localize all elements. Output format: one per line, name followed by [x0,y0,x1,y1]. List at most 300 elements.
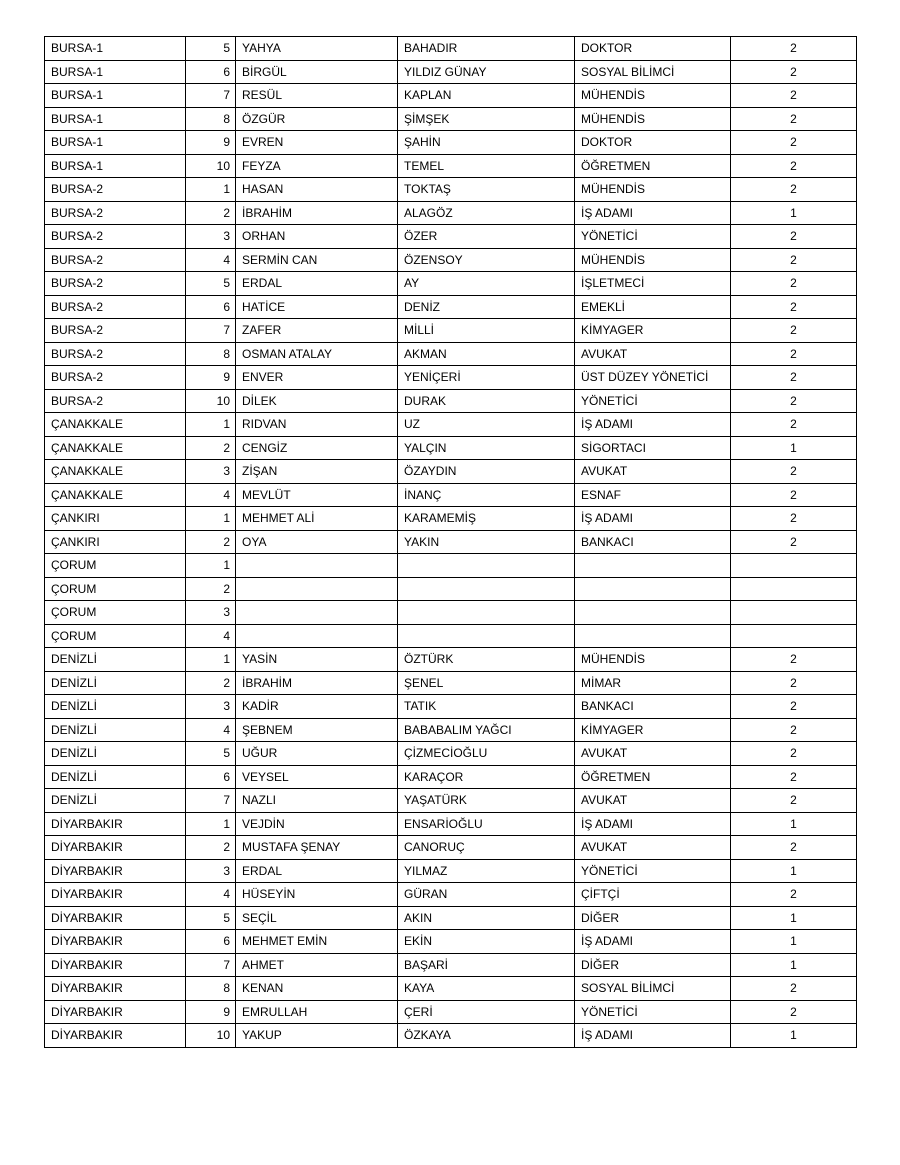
province-cell: DİYARBAKIR [45,953,186,977]
province-cell: ÇANAKKALE [45,483,186,507]
rank-cell: 5 [186,742,236,766]
surname-cell: YALÇIN [398,436,575,460]
rank-cell: 4 [186,718,236,742]
rank-cell: 10 [186,1024,236,1048]
table-row [45,483,857,507]
rank-cell: 8 [186,107,236,131]
province-cell: ÇORUM [45,624,186,648]
count-cell: 2 [731,883,857,907]
count-cell: 2 [731,366,857,390]
profession-cell: İŞ ADAMI [575,1024,731,1048]
table-row [45,201,857,225]
province-cell: BURSA-1 [45,131,186,155]
count-cell: 2 [731,225,857,249]
table-row [45,342,857,366]
first-name-cell: ZAFER [236,319,398,343]
first-name-cell: OSMAN ATALAY [236,342,398,366]
surname-cell: AKMAN [398,342,575,366]
count-cell: 1 [731,859,857,883]
surname-cell: ÖZKAYA [398,1024,575,1048]
rank-cell: 6 [186,60,236,84]
rank-cell: 1 [186,648,236,672]
surname-cell: YAŞATÜRK [398,789,575,813]
table-row [45,601,857,625]
rank-cell: 6 [186,765,236,789]
province-cell: DİYARBAKIR [45,977,186,1001]
profession-cell: İŞ ADAMI [575,413,731,437]
count-cell: 2 [731,60,857,84]
rank-cell: 7 [186,319,236,343]
province-cell: DİYARBAKIR [45,883,186,907]
province-cell: DİYARBAKIR [45,812,186,836]
rank-cell: 3 [186,695,236,719]
candidate-list-sheet [44,36,856,1048]
surname-cell: KARAÇOR [398,765,575,789]
surname-cell: ENSARİOĞLU [398,812,575,836]
profession-cell: DİĞER [575,906,731,930]
profession-cell: YÖNETİCİ [575,225,731,249]
first-name-cell: VEJDİN [236,812,398,836]
rank-cell: 6 [186,930,236,954]
profession-cell: KİMYAGER [575,319,731,343]
province-cell: ÇORUM [45,601,186,625]
surname-cell: ÇERİ [398,1000,575,1024]
table-row [45,507,857,531]
surname-cell: ÖZER [398,225,575,249]
first-name-cell: MEHMET EMİN [236,930,398,954]
rank-cell: 1 [186,554,236,578]
province-cell: ÇANKIRI [45,507,186,531]
profession-cell: MİMAR [575,671,731,695]
profession-cell [575,577,731,601]
rank-cell: 2 [186,201,236,225]
profession-cell: MÜHENDİS [575,178,731,202]
table-row [45,812,857,836]
profession-cell: MÜHENDİS [575,648,731,672]
rank-cell: 8 [186,977,236,1001]
rank-cell: 2 [186,671,236,695]
profession-cell [575,624,731,648]
count-cell: 2 [731,84,857,108]
first-name-cell: AHMET [236,953,398,977]
table-row [45,295,857,319]
table-row [45,131,857,155]
profession-cell: ÇİFTÇİ [575,883,731,907]
first-name-cell: FEYZA [236,154,398,178]
first-name-cell: EVREN [236,131,398,155]
table-row [45,624,857,648]
count-cell: 2 [731,131,857,155]
first-name-cell: SERMİN CAN [236,248,398,272]
profession-cell: ESNAF [575,483,731,507]
province-cell: DENİZLİ [45,789,186,813]
first-name-cell: ERDAL [236,272,398,296]
profession-cell: AVUKAT [575,342,731,366]
province-cell: DİYARBAKIR [45,836,186,860]
table-row [45,859,857,883]
first-name-cell: İBRAHİM [236,671,398,695]
table-row [45,107,857,131]
first-name-cell: BİRGÜL [236,60,398,84]
count-cell: 1 [731,906,857,930]
profession-cell: YÖNETİCİ [575,1000,731,1024]
candidate-table [44,36,857,1048]
table-row [45,1024,857,1048]
count-cell: 2 [731,977,857,1001]
table-row [45,460,857,484]
first-name-cell: ŞEBNEM [236,718,398,742]
count-cell: 1 [731,201,857,225]
table-row [45,648,857,672]
rank-cell: 3 [186,460,236,484]
count-cell: 2 [731,1000,857,1024]
table-row [45,883,857,907]
rank-cell: 7 [186,789,236,813]
surname-cell [398,577,575,601]
first-name-cell [236,601,398,625]
province-cell: ÇANKIRI [45,530,186,554]
first-name-cell: RIDVAN [236,413,398,437]
table-row [45,178,857,202]
rank-cell: 9 [186,131,236,155]
count-cell: 2 [731,342,857,366]
surname-cell: GÜRAN [398,883,575,907]
surname-cell: ŞİMŞEK [398,107,575,131]
rank-cell: 3 [186,225,236,249]
surname-cell: KAYA [398,977,575,1001]
profession-cell: BANKACI [575,695,731,719]
surname-cell: TATIK [398,695,575,719]
table-row [45,718,857,742]
profession-cell: DOKTOR [575,37,731,61]
first-name-cell: KENAN [236,977,398,1001]
surname-cell: DURAK [398,389,575,413]
profession-cell: YÖNETİCİ [575,389,731,413]
profession-cell: SOSYAL BİLİMCİ [575,60,731,84]
province-cell: DENİZLİ [45,742,186,766]
first-name-cell: MUSTAFA ŞENAY [236,836,398,860]
table-row [45,366,857,390]
table-row [45,695,857,719]
first-name-cell: UĞUR [236,742,398,766]
province-cell: DİYARBAKIR [45,1000,186,1024]
table-row [45,1000,857,1024]
surname-cell: BAHADIR [398,37,575,61]
rank-cell: 1 [186,812,236,836]
profession-cell: MÜHENDİS [575,107,731,131]
count-cell: 2 [731,530,857,554]
province-cell: DENİZLİ [45,695,186,719]
table-row [45,742,857,766]
table-row [45,577,857,601]
province-cell: ÇANAKKALE [45,436,186,460]
table-row [45,765,857,789]
surname-cell: YILMAZ [398,859,575,883]
count-cell: 1 [731,812,857,836]
surname-cell: AKIN [398,906,575,930]
province-cell: ÇANAKKALE [45,460,186,484]
profession-cell: AVUKAT [575,742,731,766]
rank-cell: 8 [186,342,236,366]
surname-cell: ÖZENSOY [398,248,575,272]
count-cell: 2 [731,272,857,296]
count-cell [731,601,857,625]
surname-cell: DENİZ [398,295,575,319]
province-cell: DİYARBAKIR [45,1024,186,1048]
count-cell: 2 [731,37,857,61]
count-cell: 2 [731,178,857,202]
table-row [45,906,857,930]
province-cell: DENİZLİ [45,671,186,695]
province-cell: BURSA-2 [45,248,186,272]
province-cell: BURSA-2 [45,178,186,202]
count-cell [731,554,857,578]
first-name-cell: YAKUP [236,1024,398,1048]
rank-cell: 6 [186,295,236,319]
count-cell: 2 [731,765,857,789]
rank-cell: 3 [186,601,236,625]
surname-cell: YAKIN [398,530,575,554]
rank-cell: 7 [186,953,236,977]
first-name-cell: ÖZGÜR [236,107,398,131]
surname-cell: AY [398,272,575,296]
province-cell: DİYARBAKIR [45,859,186,883]
surname-cell: ÖZAYDIN [398,460,575,484]
surname-cell: CANORUÇ [398,836,575,860]
table-row [45,37,857,61]
first-name-cell: HATİCE [236,295,398,319]
profession-cell: BANKACI [575,530,731,554]
rank-cell: 1 [186,507,236,531]
count-cell: 2 [731,718,857,742]
province-cell: BURSA-1 [45,37,186,61]
province-cell: BURSA-2 [45,342,186,366]
surname-cell: MİLLİ [398,319,575,343]
first-name-cell: DİLEK [236,389,398,413]
surname-cell: İNANÇ [398,483,575,507]
first-name-cell: VEYSEL [236,765,398,789]
profession-cell: AVUKAT [575,789,731,813]
province-cell: BURSA-2 [45,319,186,343]
count-cell: 1 [731,953,857,977]
rank-cell: 2 [186,836,236,860]
surname-cell: UZ [398,413,575,437]
count-cell: 2 [731,671,857,695]
table-row [45,554,857,578]
profession-cell: AVUKAT [575,836,731,860]
first-name-cell: NAZLI [236,789,398,813]
profession-cell: İŞ ADAMI [575,930,731,954]
province-cell: BURSA-1 [45,154,186,178]
surname-cell: KARAMEMİŞ [398,507,575,531]
count-cell: 2 [731,389,857,413]
province-cell: DİYARBAKIR [45,906,186,930]
rank-cell: 5 [186,906,236,930]
table-row [45,225,857,249]
table-row [45,530,857,554]
profession-cell [575,601,731,625]
first-name-cell [236,577,398,601]
rank-cell: 4 [186,883,236,907]
first-name-cell [236,624,398,648]
surname-cell: YENİÇERİ [398,366,575,390]
surname-cell: TEMEL [398,154,575,178]
first-name-cell: YASİN [236,648,398,672]
rank-cell: 10 [186,389,236,413]
count-cell: 2 [731,413,857,437]
profession-cell: YÖNETİCİ [575,859,731,883]
surname-cell: ÖZTÜRK [398,648,575,672]
first-name-cell [236,554,398,578]
rank-cell: 4 [186,248,236,272]
table-row [45,671,857,695]
surname-cell [398,554,575,578]
surname-cell: ŞENEL [398,671,575,695]
table-row [45,389,857,413]
province-cell: BURSA-1 [45,84,186,108]
rank-cell: 9 [186,1000,236,1024]
profession-cell: DOKTOR [575,131,731,155]
rank-cell: 1 [186,178,236,202]
count-cell: 2 [731,319,857,343]
rank-cell: 7 [186,84,236,108]
surname-cell: KAPLAN [398,84,575,108]
count-cell: 2 [731,295,857,319]
table-row [45,789,857,813]
count-cell [731,577,857,601]
rank-cell: 2 [186,530,236,554]
count-cell: 2 [731,107,857,131]
rank-cell: 2 [186,436,236,460]
first-name-cell: ERDAL [236,859,398,883]
province-cell: BURSA-2 [45,225,186,249]
surname-cell: EKİN [398,930,575,954]
first-name-cell: CENGİZ [236,436,398,460]
surname-cell: YILDIZ GÜNAY [398,60,575,84]
surname-cell: BAŞARİ [398,953,575,977]
profession-cell: MÜHENDİS [575,248,731,272]
profession-cell [575,554,731,578]
rank-cell: 9 [186,366,236,390]
profession-cell: ÖĞRETMEN [575,154,731,178]
profession-cell: AVUKAT [575,460,731,484]
province-cell: DİYARBAKIR [45,930,186,954]
profession-cell: DİĞER [575,953,731,977]
province-cell: DENİZLİ [45,718,186,742]
table-row [45,272,857,296]
province-cell: BURSA-1 [45,107,186,131]
count-cell: 1 [731,436,857,460]
count-cell: 2 [731,789,857,813]
surname-cell [398,624,575,648]
first-name-cell: MEHMET ALİ [236,507,398,531]
province-cell: ÇORUM [45,554,186,578]
surname-cell [398,601,575,625]
profession-cell: MÜHENDİS [575,84,731,108]
surname-cell: TOKTAŞ [398,178,575,202]
first-name-cell: ORHAN [236,225,398,249]
province-cell: BURSA-2 [45,295,186,319]
rank-cell: 4 [186,624,236,648]
first-name-cell: ENVER [236,366,398,390]
first-name-cell: HASAN [236,178,398,202]
table-row [45,413,857,437]
first-name-cell: HÜSEYİN [236,883,398,907]
first-name-cell: ZİŞAN [236,460,398,484]
profession-cell: ÖĞRETMEN [575,765,731,789]
profession-cell: EMEKLİ [575,295,731,319]
surname-cell: ÇİZMECİOĞLU [398,742,575,766]
count-cell: 2 [731,483,857,507]
count-cell: 2 [731,648,857,672]
first-name-cell: SEÇİL [236,906,398,930]
table-row [45,60,857,84]
province-cell: ÇANAKKALE [45,413,186,437]
profession-cell: SOSYAL BİLİMCİ [575,977,731,1001]
rank-cell: 5 [186,37,236,61]
count-cell: 2 [731,460,857,484]
surname-cell: BABABALIM YAĞCI [398,718,575,742]
first-name-cell: YAHYA [236,37,398,61]
province-cell: DENİZLİ [45,648,186,672]
count-cell: 2 [731,154,857,178]
count-cell [731,624,857,648]
table-row [45,248,857,272]
province-cell: BURSA-2 [45,366,186,390]
rank-cell: 1 [186,413,236,437]
count-cell: 1 [731,930,857,954]
first-name-cell: OYA [236,530,398,554]
profession-cell: ÜST DÜZEY YÖNETİCİ [575,366,731,390]
province-cell: DENİZLİ [45,765,186,789]
table-row [45,930,857,954]
table-row [45,953,857,977]
count-cell: 2 [731,695,857,719]
province-cell: BURSA-1 [45,60,186,84]
surname-cell: ŞAHİN [398,131,575,155]
table-row [45,319,857,343]
profession-cell: İŞ ADAMI [575,812,731,836]
rank-cell: 5 [186,272,236,296]
candidate-table-body [45,37,857,1048]
province-cell: BURSA-2 [45,272,186,296]
count-cell: 2 [731,836,857,860]
count-cell: 2 [731,742,857,766]
first-name-cell: RESÜL [236,84,398,108]
table-row [45,836,857,860]
profession-cell: İŞLETMECİ [575,272,731,296]
profession-cell: İŞ ADAMI [575,201,731,225]
table-row [45,436,857,460]
first-name-cell: EMRULLAH [236,1000,398,1024]
province-cell: ÇORUM [45,577,186,601]
first-name-cell: KADİR [236,695,398,719]
count-cell: 2 [731,507,857,531]
count-cell: 1 [731,1024,857,1048]
profession-cell: İŞ ADAMI [575,507,731,531]
province-cell: BURSA-2 [45,389,186,413]
surname-cell: ALAGÖZ [398,201,575,225]
profession-cell: KİMYAGER [575,718,731,742]
count-cell: 2 [731,248,857,272]
table-row [45,154,857,178]
table-row [45,84,857,108]
rank-cell: 2 [186,577,236,601]
rank-cell: 10 [186,154,236,178]
rank-cell: 3 [186,859,236,883]
rank-cell: 4 [186,483,236,507]
first-name-cell: İBRAHİM [236,201,398,225]
